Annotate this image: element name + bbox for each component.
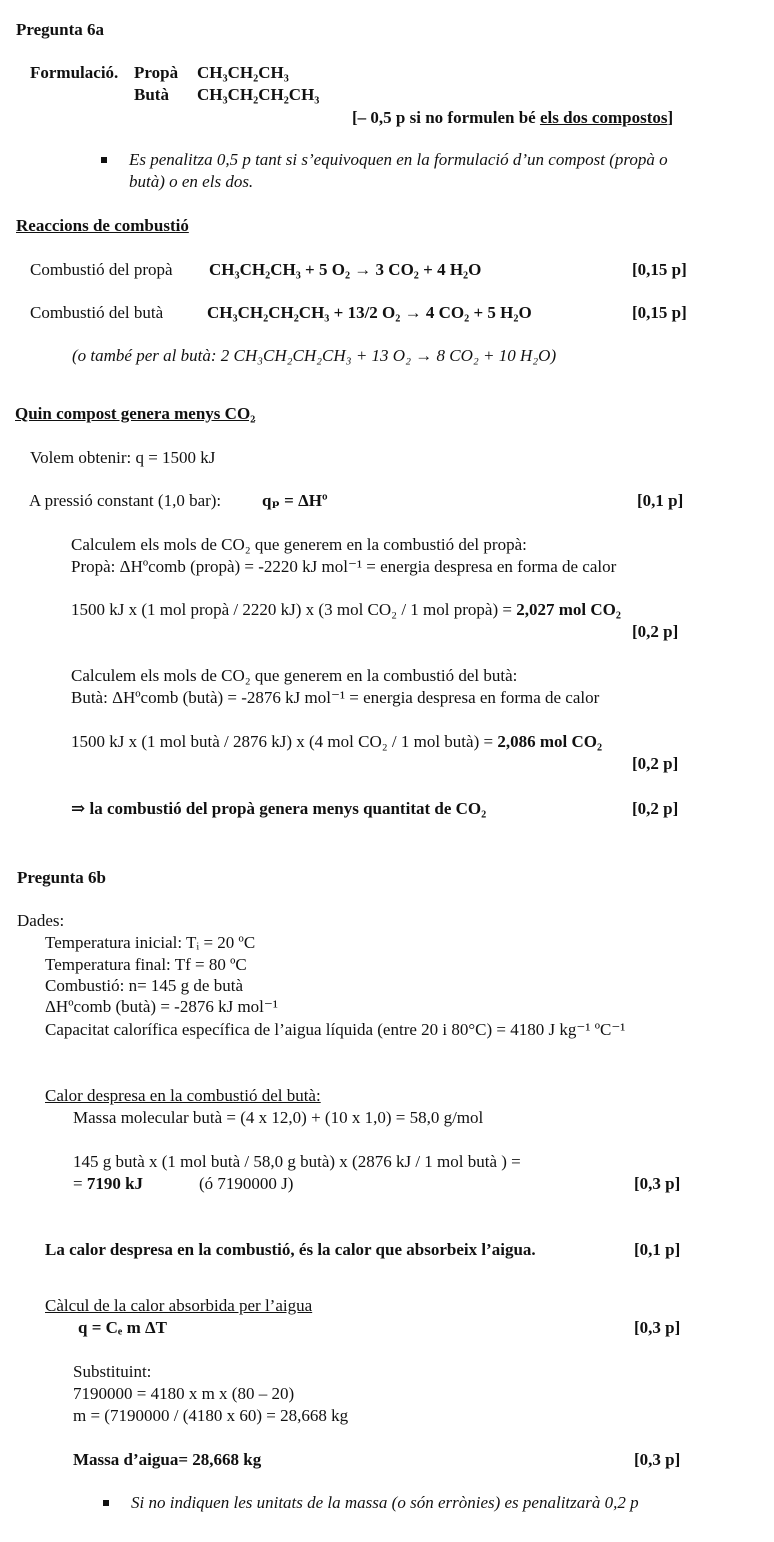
reaccio-propa-eq: CH₃CH₂CH₃ + 5 O₂ → 3 CO₂ + 4 H₂O — [209, 260, 482, 279]
calor-result — [73, 1174, 143, 1194]
propa-name: Propà — [134, 63, 179, 82]
bullet-icon — [101, 157, 107, 163]
buta-calc — [71, 732, 602, 752]
reaccio-propa-points: [0,15 p] — [632, 260, 687, 279]
q6b-title: Pregunta 6b — [17, 868, 106, 887]
dades-item: Temperatura final: Tf = 80 ºC — [45, 955, 247, 974]
calor-points: [0,3 p] — [634, 1174, 681, 1193]
formulacio-label: Formulació. — [30, 63, 119, 82]
massa-aigua: Massa d’aigua= 28,668 kg — [73, 1450, 262, 1469]
buta-intro: Calculem els mols de CO₂ que generem en la combustió del butà: — [71, 666, 518, 685]
substituint-line1: 7190000 = 4180 x m x (80 – 20) — [73, 1384, 295, 1403]
reaccio-propa-label: Combustió del propà — [30, 260, 173, 279]
pressio-eq: qₚ = ΔHº — [262, 491, 328, 510]
volem-obtenir: Volem obtenir: q = 1500 kJ — [30, 448, 216, 467]
propa-points: [0,2 p] — [632, 622, 679, 641]
propa-dh: Propà: ΔHºcomb (propà) = -2220 kJ mol⁻¹ = energia despresa en forma de calor — [71, 557, 617, 576]
propa-calc — [71, 600, 621, 620]
formulacio-note-line1: Es penalitza 0,5 p tant si s’equivoquen en la formulació d’un compost (propà o — [129, 150, 668, 169]
penalty-post: ] — [667, 108, 674, 127]
reaccio-buta-points: [0,15 p] — [632, 303, 687, 322]
conclusion-points: [0,2 p] — [632, 799, 679, 818]
q6a-title: Pregunta 6a — [16, 20, 104, 39]
quin-heading: Quin compost genera menys CO₂ — [15, 404, 256, 423]
statement-points: [0,1 p] — [634, 1240, 681, 1259]
substituint-line2: m = (7190000 / (4180 x 60) = 28,668 kg — [73, 1406, 349, 1425]
propa-result: 2,027 mol CO₂ — [516, 600, 621, 619]
calor-result-alt: (ó 7190000 J) — [199, 1174, 294, 1193]
absorbida-points: [0,3 p] — [634, 1318, 681, 1337]
penalty-pre: [– 0,5 p si no formulen bé — [352, 108, 540, 127]
calor-result-value: 7190 kJ — [86, 1174, 144, 1193]
dades-item: ΔHºcomb (butà) = -2876 kJ mol⁻¹ — [45, 997, 278, 1016]
formulacio-note-line2: butà) o en els dos. — [129, 172, 254, 191]
substituint-label: Substituint: — [73, 1362, 152, 1381]
dades-item: Temperatura inicial: Tᵢ = 20 ºC — [45, 933, 256, 952]
dades-item: Capacitat calorífica específica de l’aigua líquida (entre 20 i 80°C) = 4180 J kg⁻¹ ºC⁻¹ — [45, 1020, 626, 1039]
reaccio-buta-eq: CH₃CH₂CH₂CH₃ + 13/2 O₂ → 4 CO₂ + 5 H₂O — [207, 303, 532, 322]
pressio-label: A pressió constant (1,0 bar): — [29, 491, 222, 510]
massa-molecular: Massa molecular butà = (4 x 12,0) + (10 x 1,0) = 58,0 g/mol — [73, 1108, 484, 1127]
propa-formula: CH₃CH₂CH₃ — [197, 63, 289, 82]
reaccio-buta-label: Combustió del butà — [30, 303, 164, 322]
buta-dh: Butà: ΔHºcomb (butà) = -2876 kJ mol⁻¹ = energia despresa en forma de calor — [71, 688, 600, 707]
absorbida-heading: Càlcul de la calor absorbida per l’aigua — [45, 1296, 313, 1315]
absorbida-formula: q = Cₑ m ΔT — [78, 1318, 167, 1337]
calor-result-eq: = — [73, 1174, 87, 1193]
reaccio-alt: (o també per al butà: 2 CH₃CH₂CH₂CH₃ + 13 O₂ → 8 CO₂ + 10 H₂O) — [72, 346, 557, 365]
buta-name: Butà — [134, 85, 169, 104]
pressio-points: [0,1 p] — [637, 491, 684, 510]
buta-calc-text: 1500 kJ x (1 mol butà / 2876 kJ) x (4 mol CO₂ / 1 mol butà) = — [71, 732, 498, 751]
calor-calc-line: 145 g butà x (1 mol butà / 58,0 g butà) x (2876 kJ / 1 mol butà ) = — [73, 1152, 521, 1171]
buta-formula: CH₃CH₂CH₂CH₃ — [197, 85, 320, 104]
buta-points: [0,2 p] — [632, 754, 679, 773]
calor-heading: Calor despresa en la combustió del butà: — [45, 1086, 321, 1105]
formulacio-penalty — [352, 108, 673, 128]
dades-item: Combustió: n= 145 g de butà — [45, 976, 243, 995]
q6b-note: Si no indiquen les unitats de la massa (o són errònies) es penalitzarà 0,2 p — [131, 1493, 639, 1512]
propa-calc-text: 1500 kJ x (1 mol propà / 2220 kJ) x (3 mol CO₂ / 1 mol propà) = — [71, 600, 517, 619]
penalty-underlined: els dos compostos — [539, 108, 668, 127]
bullet-icon — [103, 1500, 109, 1506]
conclusion: ⇒ la combustió del propà genera menys quantitat de CO₂ — [71, 799, 487, 818]
dades-label: Dades: — [17, 911, 65, 930]
propa-intro: Calculem els mols de CO₂ que generem en la combustió del propà: — [71, 535, 527, 554]
massa-aigua-points: [0,3 p] — [634, 1450, 681, 1469]
statement: La calor despresa en la combustió, és la calor que absorbeix l’aigua. — [45, 1240, 536, 1259]
reaccions-heading: Reaccions de combustió — [16, 216, 189, 235]
buta-result: 2,086 mol CO₂ — [497, 732, 603, 751]
